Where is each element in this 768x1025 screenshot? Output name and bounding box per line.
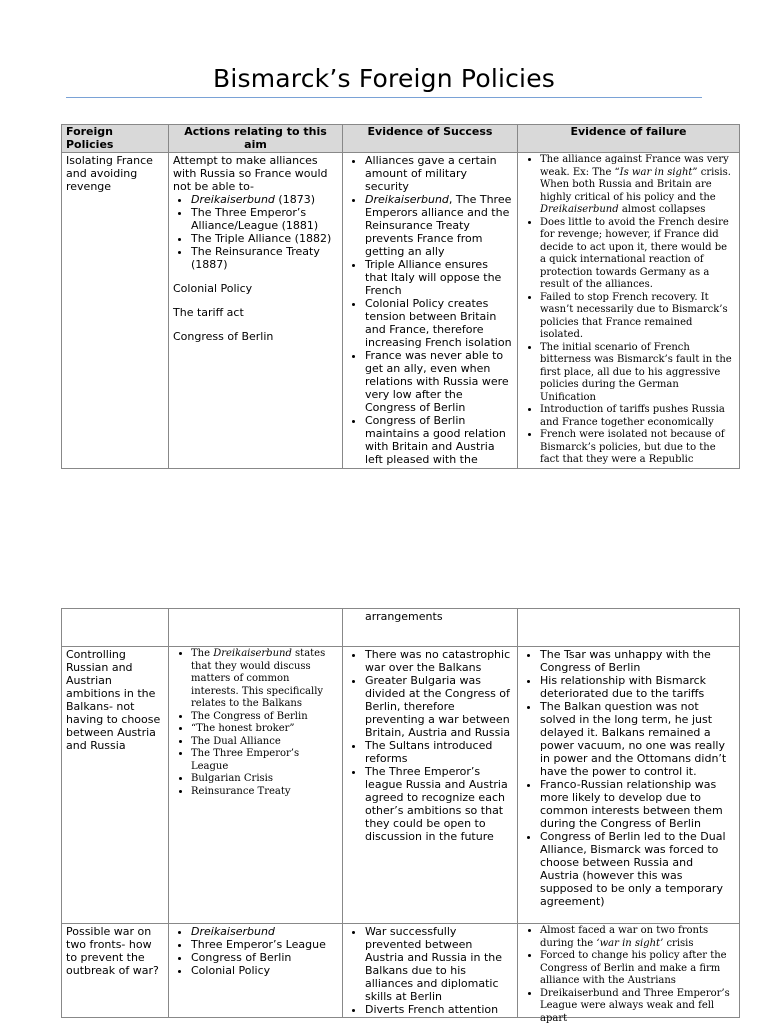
list-item: • The Sultans introduced reforms (365, 739, 513, 765)
list-item: • Forced to change his policy after the Congress of Berlin and make a firm alliance with the Austrians (540, 950, 735, 988)
row1-failure (518, 153, 740, 469)
page-title: Bismarck’s Foreign Policies (0, 64, 768, 93)
list-item: • Dreikaiserbund and Three Emperor’s League were always weak and fell apart (540, 988, 735, 1025)
list-item: • War successfully prevented between Austria and Russia in the Balkans due to his alliances and diplomatic skills at Berlin (365, 925, 513, 1003)
row2-policy (62, 647, 169, 924)
row3-policy-text: Possible war on two fronts- how to prevent the outbreak of war? (66, 925, 159, 977)
list-item: • Congress of Berlin led to the Dual Alliance, Bismarck was forced to choose between Russia and Austria (however this was supposed to be only a temporary agreement) (540, 830, 735, 908)
list-item: • His relationship with Bismarck deteriorated due to the tariffs (540, 674, 735, 700)
row1-policy-text: Isolating France and avoiding revenge (66, 154, 153, 193)
row3-policy (62, 924, 169, 1018)
title-underline (66, 97, 702, 98)
list-item: • Diverts French attention (365, 1003, 513, 1016)
list-item: • Dreikaiserbund (1873) (191, 193, 338, 206)
list-item: • French were isolated not because of Bismarck’s policies, but due to the fact that they were a Republic (540, 429, 735, 467)
row1-success (343, 153, 518, 469)
row2-failure (518, 647, 740, 924)
list-item: • Bulgarian Crisis (191, 773, 338, 786)
list-item: • “The honest broker” (191, 723, 338, 736)
row3-success (343, 924, 518, 1018)
row1-action-tariff: The tariff act (173, 306, 338, 319)
row3-actions (169, 924, 343, 1018)
list-item: • The Three Emperor’s League (191, 748, 338, 773)
list-item: • Colonial Policy (191, 964, 338, 977)
row3-failure (518, 924, 740, 1018)
policies-table-part-1 (61, 124, 740, 469)
list-item: • Triple Alliance ensures that Italy will oppose the French (365, 258, 513, 297)
row1-action-congress: Congress of Berlin (173, 330, 338, 343)
list-item: • The Congress of Berlin (191, 711, 338, 724)
list-item: • Alliances gave a certain amount of military security (365, 154, 513, 193)
list-item: • Congress of Berlin maintains a good relation with Britain and Austria left pleased with the (365, 414, 513, 466)
list-item: • The Triple Alliance (1882) (191, 232, 338, 245)
list-item: • Reinsurance Treaty (191, 786, 338, 799)
list-item: • Dreikaiserbund, The Three Emperors alliance and the Reinsurance Treaty prevents France from getting an ally (365, 193, 513, 258)
row1-actions-list (173, 193, 338, 271)
list-item: • Three Emperor’s League (191, 938, 338, 951)
row2-policy-text: Controlling Russian and Austrian ambitions in the Balkans- not having to choose between Austria and Russia (66, 648, 160, 752)
header-foreign-policies: Foreign Policies (62, 125, 169, 153)
row3-actions-list (173, 925, 338, 977)
row1-actions (169, 153, 343, 469)
row1-failure-list (522, 154, 735, 467)
list-item: • The Tsar was unhappy with the Congress of Berlin (540, 648, 735, 674)
list-item: • The Dreikaiserbund states that they would discuss matters of common interests. This specifically relates to the Balkans (191, 648, 338, 711)
list-item: • Greater Bulgaria was divided at the Congress of Berlin, therefore preventing a war between Britain, Austria and Russia (365, 674, 513, 739)
list-item: • Franco-Russian relationship was more likely to develop due to common interests between them during the Congress of Berlin (540, 778, 735, 830)
row2-success (343, 647, 518, 924)
row1-success-list (347, 154, 513, 466)
list-item: • The Dual Alliance (191, 736, 338, 749)
row1-action-colonial: Colonial Policy (173, 282, 338, 295)
row1-actions-intro: Attempt to make alliances with Russia so France would not be able to- (173, 154, 338, 193)
row2-success-list (347, 648, 513, 843)
row2-actions (169, 647, 343, 924)
cont-success (343, 609, 518, 647)
policies-table-part-2 (61, 608, 740, 1018)
header-actions: Actions relating to this aim (169, 125, 343, 153)
header-evidence-success: Evidence of Success (343, 125, 518, 153)
list-item: • France was never able to get an ally, even when relations with Russia were very low after the Congress of Berlin (365, 349, 513, 414)
list-item: • Congress of Berlin (191, 951, 338, 964)
list-item: • The alliance against France was very weak. Ex: The “Is war in sight” crisis. When both Russia and Britain are highly critical of his policy and the Dreikaiserbund almost collapses (540, 154, 735, 217)
row1-policy (62, 153, 169, 469)
cont-actions (169, 609, 343, 647)
list-item: • Introduction of tariffs pushes Russia and France together economically (540, 404, 735, 429)
list-item: • The Three Emperor’s Alliance/League (1881) (191, 206, 338, 232)
row2-failure-list (522, 648, 735, 908)
list-item: • Failed to stop French recovery. It wasn’t necessarily due to Bismarck’s policies that France remained isolated. (540, 292, 735, 342)
row3-success-list (347, 925, 513, 1016)
list-item: • There was no catastrophic war over the Balkans (365, 648, 513, 674)
row2-actions-list (173, 648, 338, 798)
list-item: • The Balkan question was not solved in the long term, he just delayed it. Balkans remained a power vacuum, no one was really in power and the Ottomans didn’t have the power to control it. (540, 700, 735, 778)
header-evidence-failure: Evidence of failure (518, 125, 740, 153)
list-item: • Almost faced a war on two fronts during the ‘war in sight’ crisis (540, 925, 735, 950)
cont-policy (62, 609, 169, 647)
row3-failure-list (522, 925, 735, 1025)
list-item: • Dreikaiserbund (191, 925, 338, 938)
list-item: • The Three Emperor’s league Russia and Austria agreed to recognize each other’s ambitions so that they could be open to discussion in the future (365, 765, 513, 843)
cont-success-text: arrangements (347, 610, 513, 623)
list-item: • The Reinsurance Treaty (1887) (191, 245, 338, 271)
list-item: • The initial scenario of French bitterness was Bismarck’s fault in the first place, all due to his aggressive policies during the German Unification (540, 342, 735, 405)
list-item: • Colonial Policy creates tension between Britain and France, therefore increasing French isolation (365, 297, 513, 349)
cont-failure (518, 609, 740, 647)
list-item: • Does little to avoid the French desire for revenge; however, if France did decide to act upon it, there would be a quick international reaction of protection towards Germany as a result of the alliances. (540, 217, 735, 292)
